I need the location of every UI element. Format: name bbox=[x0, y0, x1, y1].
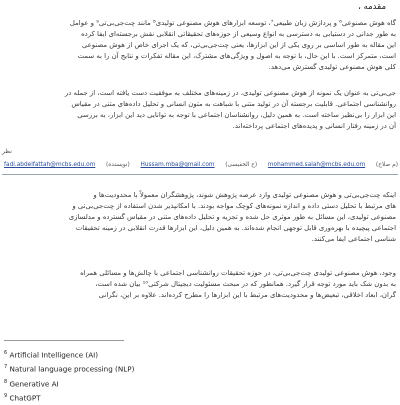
footnote-divider bbox=[4, 340, 124, 341]
text-line: اجتماعی پیچیده با بهره‌وری قابل توجهی انجام شده‌اند. به همین دلیل، این ابزارها قدرت انقلابی در زمینه تحقیقات bbox=[75, 224, 396, 233]
footnote-number: 9 bbox=[4, 393, 8, 400]
text-line: گران، ابعاد اخلاقی، تبعیض‌ها و محدودیت‌های مرتبط با این ابزارها را مطرح کرده‌اند. علاوه بر این، نگرانی bbox=[98, 291, 396, 300]
text-line: اینکه چت‌جی‌بی‌تی و هوش مصنوعی تولیدی وارد عرصه پژوهش شوند، پژوهشگران معمولاً با محدودیت‌ها و bbox=[93, 191, 396, 199]
text-line: گاه هوش مصنوعی⁶ و پردازش زبان طبیعی⁷، توسعه ابزارهای هوش مصنوعی تولیدی⁸ مانند چت‌جی‌بی‌تی⁹ و عوامل bbox=[69, 19, 396, 27]
author-emails bbox=[4, 162, 398, 172]
paragraph-2 bbox=[2, 88, 396, 132]
footnote-number: 8 bbox=[4, 378, 8, 385]
text-line: شناسی اجتماعی ایفا می‌کنند. bbox=[311, 235, 396, 244]
email-link[interactable]: mohammed.salah@mcbs.edu.om bbox=[267, 162, 366, 168]
footnote-text: Artificial Intelligence (AI) bbox=[9, 350, 99, 360]
footnote bbox=[4, 347, 134, 361]
footnote-number: 7 bbox=[4, 364, 8, 371]
email-author-name: (نویسنده) bbox=[106, 162, 130, 168]
footnote bbox=[4, 390, 134, 404]
text-line: جی‌بی‌تی به عنوان یک نمونه از هوش مصنوعی تولیدی، در زمینه‌های مختلف به موفقیت دست یافته است، از جمله در bbox=[64, 89, 396, 97]
text-line: های مرتبط با تحلیل دستی داده و اندازه نمونه‌های کوچک مواجه بودند. با امکانپذیر شدن استفاده از چت‌جی‌بی‌تی و bbox=[72, 202, 396, 211]
text-line: است، متمرکز است. با این حال، با توجه به اصول و ویژگی‌های مشترک، این مقاله تفکرات و نتایج آن را به سمت bbox=[77, 52, 396, 61]
footnote bbox=[4, 361, 134, 375]
text-line: به بدون شک باید مورد توجه قرار گیرد. همانطور که در مبحث مسئولیت دیجیتال شرکتی¹⁰ بیان شده است، bbox=[95, 280, 396, 289]
text-line: به طور جدانی در دستیابی به دسترسی به انواع وسیعی از حوزه‌های تحقیقاتی انقلابی نقش برجسته‌ای ایفا کرده bbox=[81, 30, 396, 39]
email-author-name: (ح الخفیسی) bbox=[225, 162, 258, 168]
footnote-text: Generative AI bbox=[9, 379, 59, 389]
footnote-text: Natural language processing (NLP) bbox=[9, 364, 135, 374]
text-line: کلی هوش مصنوعی تولیدی گسترش می‌دهد. bbox=[268, 63, 396, 72]
text-line: آن در زمینه رفتار انسانی و پدیده‌های اجتماعی پرداخته‌اند. bbox=[232, 122, 396, 131]
footnote-number: 6 bbox=[4, 350, 8, 356]
footnote-text: ChatGPT bbox=[9, 393, 41, 403]
footnote bbox=[4, 376, 134, 390]
text-line: این ابزار را بی‌نظیر ساخته است. به همین دلیل، روانشناسان اجتماعی با توجه به توانایی دید این ابزار، به بررسی bbox=[77, 111, 396, 120]
text-line: وجود، هوش مصنوعی تولیدی چت‌جی‌بی‌تی، در حوزه تحقیقات روانشناسی اجتماعی با چالش‌ها و مسائلی همراه bbox=[80, 269, 396, 277]
divider bbox=[2, 174, 398, 175]
affiliation-label: نظر bbox=[2, 148, 12, 155]
email-author-name: (م صلاح) bbox=[375, 162, 398, 168]
paragraph-3 bbox=[2, 190, 396, 245]
affiliation-label-box bbox=[2, 148, 396, 155]
text-line: این مقاله به طور اساسی بر روی یکی از این ابزارها، یعنی چت‌جی‌بی‌تی، که یک اجرای خاص از هوش مصنوعی bbox=[81, 41, 396, 50]
section-heading: مقدمه ، bbox=[358, 2, 386, 12]
email-link[interactable]: Hussam.mba@gmail.com bbox=[140, 162, 215, 168]
text-line: روانشناسی اجتماعی. قابلیت برجسته آن در تولید متنی با شباهت به متون انسانی و تحلیل داده‌های متنی در مقیاس bbox=[71, 100, 396, 109]
email-link[interactable]: fadi.abdelfattah@mcbs.edu.om bbox=[4, 162, 96, 168]
paragraph-4 bbox=[2, 268, 396, 301]
footnotes bbox=[4, 347, 134, 405]
paragraph-1 bbox=[2, 18, 396, 73]
text-line: مصنوعی تولیدی، این مسائل به طور موثری حل شده و تجزیه و تحلیل داده‌های متنی در مقیاس گسترده و مدلسازی bbox=[68, 213, 396, 222]
